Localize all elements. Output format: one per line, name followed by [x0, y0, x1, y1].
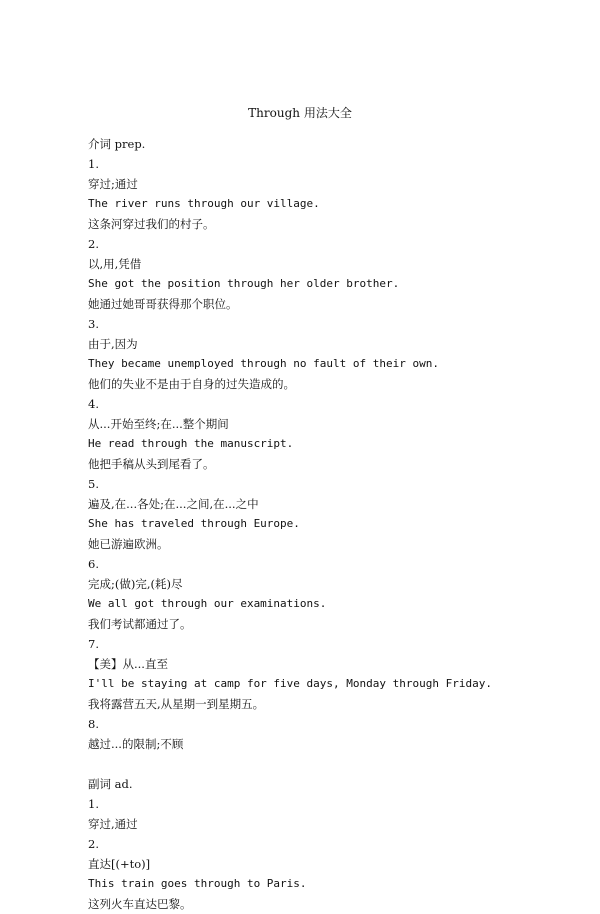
sense-number: 4.: [88, 397, 99, 411]
sense-meaning: 穿过;通过: [88, 177, 138, 191]
example-sentence: I'll be staying at camp for five days, Monday through Friday.: [88, 677, 492, 690]
sense-number: 1.: [88, 157, 99, 171]
example-sentence: They became unemployed through no fault of their own.: [88, 357, 439, 370]
sense-meaning: 从...开始至终;在...整个期间: [88, 417, 229, 431]
sense-meaning: 越过...的限制;不顾: [88, 737, 184, 751]
section-header-adv: 副词 ad.: [88, 777, 133, 791]
sense-number: 7.: [88, 637, 99, 651]
section-spacer: [88, 754, 548, 774]
example-translation: 这条河穿过我们的村子。: [88, 217, 215, 231]
sense-number: 2.: [88, 837, 99, 851]
example-sentence: The river runs through our village.: [88, 197, 320, 210]
example-translation: 他们的失业不是由于自身的过失造成的。: [88, 377, 295, 391]
sense-number: 6.: [88, 557, 99, 571]
sense-number: 8.: [88, 717, 99, 731]
example-sentence: She has traveled through Europe.: [88, 517, 300, 530]
example-translation: 她已游遍欧洲。: [88, 537, 169, 551]
sense-meaning: 遍及,在...各处;在...之间,在...之中: [88, 497, 259, 511]
document-body: [88, 134, 548, 914]
example-translation: 她通过她哥哥获得那个职位。: [88, 297, 238, 311]
example-translation: 他把手稿从头到尾看了。: [88, 457, 215, 471]
sense-meaning: 【美】从...直至: [88, 657, 168, 671]
sense-meaning: 直达[(+to)]: [88, 857, 151, 871]
section-header-prep: 介词 prep.: [88, 137, 146, 151]
document-title: Through 用法大全: [248, 106, 352, 120]
example-sentence: He read through the manuscript.: [88, 437, 294, 450]
sense-number: 3.: [88, 317, 99, 331]
example-sentence: This train goes through to Paris.: [88, 877, 307, 890]
example-translation: 这列火车直达巴黎。: [88, 897, 192, 911]
sense-number: 5.: [88, 477, 99, 491]
example-sentence: She got the position through her older brother.: [88, 277, 400, 290]
sense-meaning: 由于,因为: [88, 337, 138, 351]
sense-meaning: 以,用,凭借: [88, 257, 142, 271]
sense-number: 2.: [88, 237, 99, 251]
example-sentence: We all got through our examinations.: [88, 597, 327, 610]
sense-number: 1.: [88, 797, 99, 811]
sense-meaning: 完成;(做)完,(耗)尽: [88, 577, 183, 591]
example-translation: 我将露营五天,从星期一到星期五。: [88, 697, 265, 711]
sense-meaning: 穿过,通过: [88, 817, 138, 831]
example-translation: 我们考试都通过了。: [88, 617, 192, 631]
